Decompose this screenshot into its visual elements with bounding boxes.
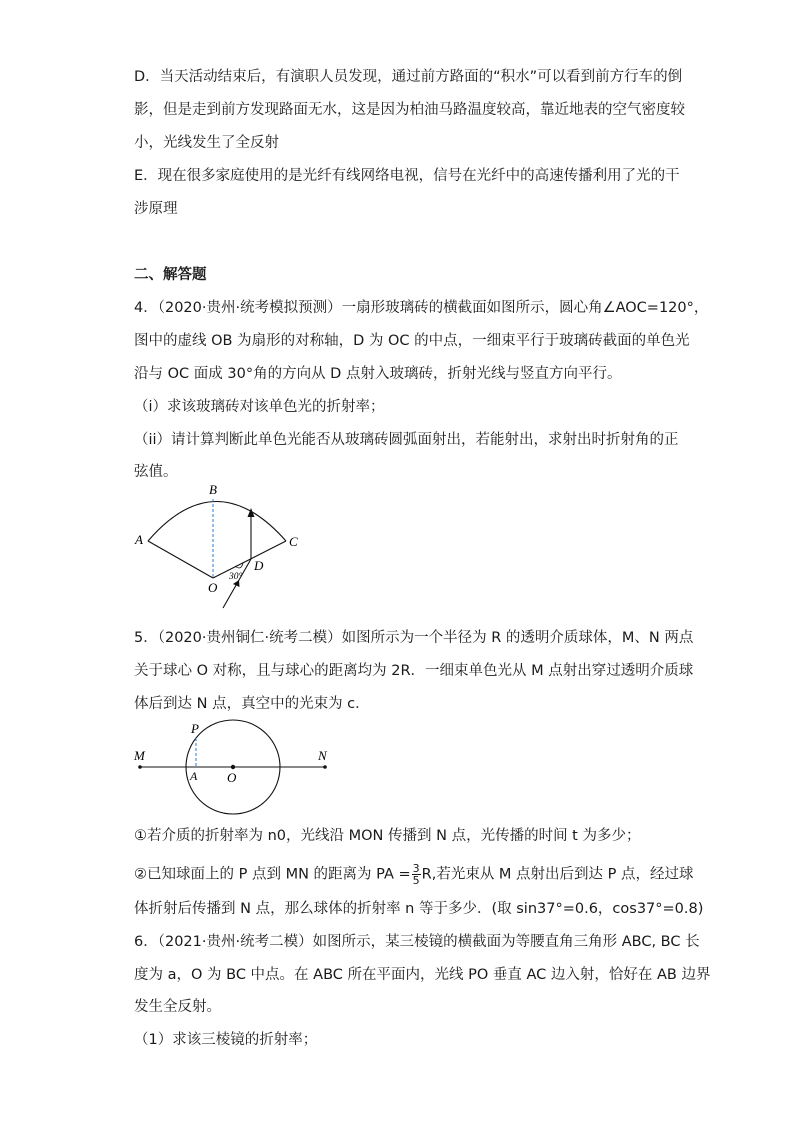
sector-edge-oa (148, 541, 213, 578)
option-e-line-1: E．现在很多家庭使用的是光纤有线网络电视，信号在光纤中的高速传播利用了光的干 (134, 168, 680, 184)
q6-line-1: 6．（2021·贵州·统考二模）如图所示，某三棱镜的横截面为等腰直角三角形 ABC, BC 长 (134, 934, 700, 950)
option-e-line-2: 涉原理 (134, 201, 178, 217)
q5-part-2-prefix: ②已知球面上的 P 点到 MN 的距离为 PA = (134, 866, 411, 883)
q5-part-2-suffix: R,若光束从 M 点射出后到达 P 点，经过球 (421, 866, 694, 883)
fraction (412, 863, 421, 886)
option-d-line-2: 影，但是走到前方发现路面无水，这是因为柏油马路温度较高，靠近地表的空气密度较 (134, 102, 685, 118)
q6-part-1: （1）求该三棱镜的折射率； (134, 1032, 318, 1048)
q5-line-2: 关于球心 O 对称，且与球心的距离均为 2R．一细束单色光从 M 点射出穿过透明介质球 (134, 663, 694, 679)
q6-line-3: 发生全反射。 (134, 999, 221, 1015)
q5-part-1: ①若介质的折射率为 n0，光线沿 MON 传播到 N 点，光传播的时间 t 为多少； (134, 828, 641, 844)
q4-part-i: （i）求该玻璃砖对该单色光的折射率； (134, 399, 385, 415)
label-a2: A (190, 769, 198, 783)
sector-arc (148, 502, 286, 542)
q5-part-2-continued: 体折射后传播到 N 点，那么球体的折射率 n 等于多少．(取 sin37°=0.6，cos37°=0.8) (134, 901, 704, 917)
fraction-denominator: 5 (412, 874, 420, 887)
label-n: N (318, 748, 327, 763)
q4-line-2: 图中的虚线 OB 为扇形的对称轴，D 为 OC 的中点，一细束平行于玻璃砖截面的单色光 (134, 333, 690, 349)
label-a: A (135, 532, 143, 547)
label-o: O (208, 580, 218, 595)
label-d: D (254, 558, 264, 573)
q6-line-2: 度为 a，O 为 BC 中点。在 ABC 所在平面内，光线 PO 垂直 AC 边入射，恰好在 AB 边界 (134, 967, 711, 983)
point-o (231, 765, 235, 769)
point-n (323, 765, 327, 769)
option-d-line-3: 小，光线发生了全反射 (134, 135, 279, 151)
q5-part-2 (134, 863, 694, 886)
label-c: C (289, 534, 298, 549)
sector-edge-oc (213, 541, 286, 578)
q4-part-ii-line-2: 弦值。 (134, 464, 178, 480)
label-m: M (134, 748, 145, 763)
label-o2: O (227, 770, 237, 785)
fraction-numerator: 3 (412, 862, 420, 875)
q5-line-3: 体后到达 N 点，真空中的光束为 c． (134, 696, 370, 712)
label-b: B (209, 482, 217, 497)
q4-line-1: 4．（2020·贵州·统考模拟预测）一扇形玻璃砖的横截面如图所示，圆心角∠AOC=120°， (134, 300, 709, 316)
q4-line-3: 沿与 OC 面成 30°角的方向从 D 点射入玻璃砖，折射光线与竖直方向平行。 (134, 366, 622, 382)
section-heading: 二、解答题 (134, 267, 207, 283)
option-d-line-1: D．当天活动结束后，有演职人员发现，通过前方路面的“积水”可以看到前方行车的倒 (134, 69, 683, 85)
label-angle-30: 30° (229, 572, 243, 582)
q4-part-ii-line-1: （ii）请计算判断此单色光能否从玻璃砖圆弧面射出，若能射出，求射出时折射角的正 (134, 432, 679, 448)
label-p: P (191, 721, 199, 736)
q5-line-1: 5．（2020·贵州铜仁·统考二模）如图所示为一个半径为 R 的透明介质球体，M、N 两点 (134, 630, 694, 646)
point-m (138, 765, 142, 769)
